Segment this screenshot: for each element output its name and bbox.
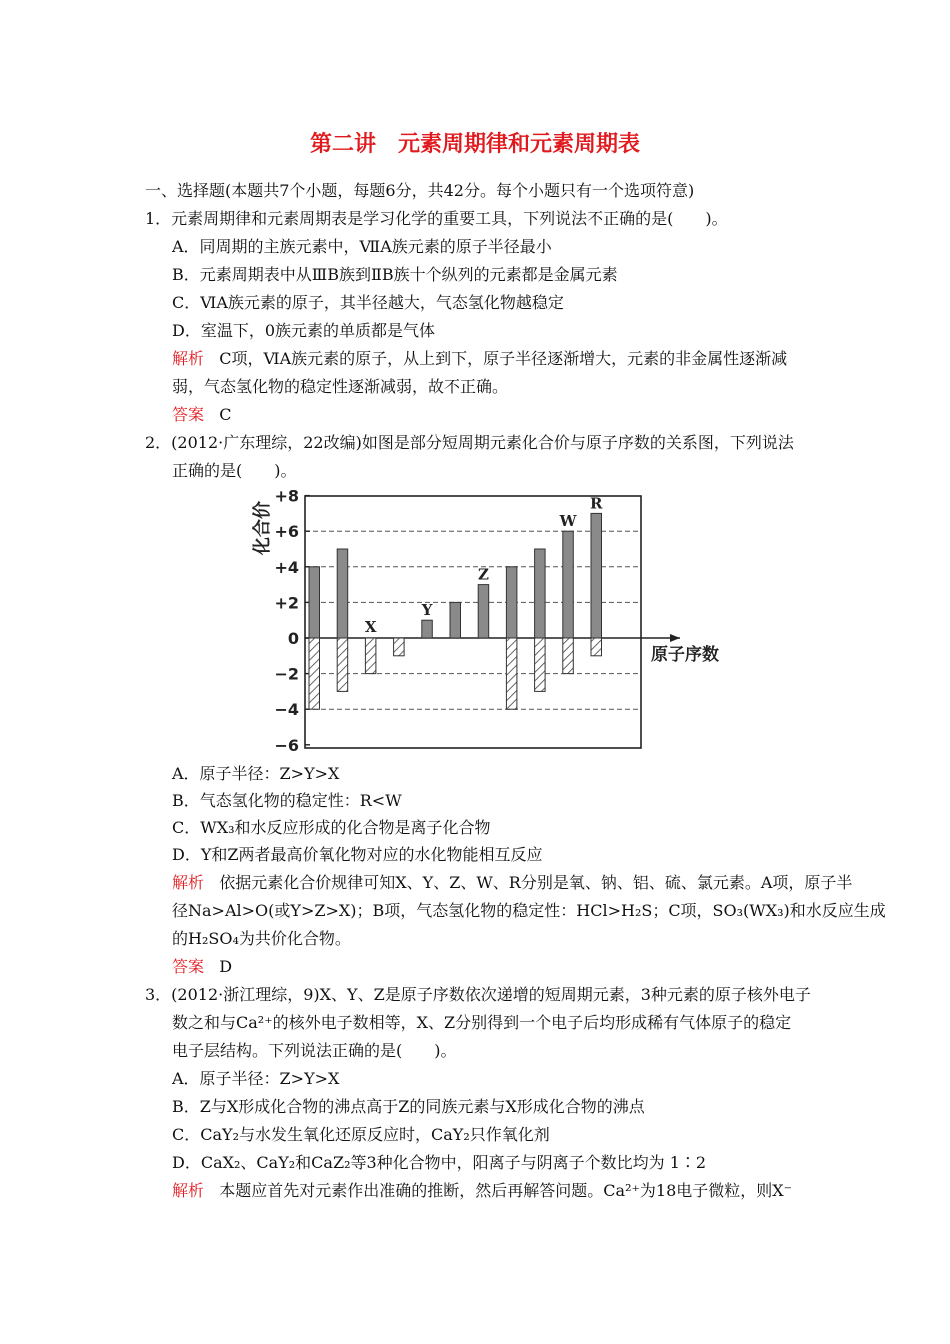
y-tick-label: −6	[274, 735, 299, 753]
y-tick-label: −2	[274, 664, 299, 684]
x-axis-label: 原子序数	[651, 645, 719, 665]
positive-bar	[450, 602, 461, 638]
q1-analysis-line2: 弱，气态氢化物的稳定性逐渐减弱，故不正确。	[172, 377, 509, 396]
q3-stem-line2: 数之和与Ca²⁺的核外电子数相等，X、Z分别得到一个电子后均形成稀有气体原子的稳定	[172, 1013, 792, 1032]
negative-bar	[535, 638, 546, 691]
q3-option-d: D．CaX₂、CaY₂和CaZ₂等3种化合物中，阳离子与阴离子个数比均为 1∶2	[172, 1153, 707, 1172]
y-tick-label: +2	[274, 593, 299, 613]
q2-analysis	[172, 872, 852, 894]
negative-bar	[591, 638, 602, 656]
analysis-label: 解析	[172, 1181, 205, 1200]
q3-option-a: A．原子半径：Z>Y>X	[172, 1069, 340, 1088]
negative-bar	[337, 638, 348, 691]
bar-label: Y	[421, 601, 433, 620]
answer-label: 答案	[172, 957, 205, 976]
negative-bar	[365, 638, 376, 674]
positive-bar	[591, 513, 602, 638]
q3-option-b: B．Z与X形成化合物的沸点高于Z的同族元素与X形成化合物的沸点	[172, 1097, 645, 1116]
q1-option-b: B．元素周期表中从ⅢB族到ⅡB族十个纵列的元素都是金属元素	[172, 265, 618, 284]
negative-bar	[394, 638, 405, 656]
q1-analysis-line1: C项，ⅥA族元素的原子，从上到下，原子半径逐渐增大，元素的非金属性逐渐减	[219, 349, 788, 368]
q3-analysis-line1: 本题应首先对元素作出准确的推断，然后再解答问题。Ca²⁺为18电子微粒，则X⁻	[219, 1181, 793, 1200]
q3-stem-line1: 3．(2012·浙江理综，9)X、Y、Z是原子序数依次递增的短周期元素，3种元素的原子核外电子	[145, 985, 811, 1004]
q2-analysis-line3: 的H₂SO₄为共价化合物。	[172, 929, 351, 948]
q2-option-d: D．Y和Z两者最高价氧化物对应的水化物能相互反应	[172, 845, 543, 864]
q2-answer-value: D	[219, 957, 233, 976]
q2-option-b: B．气态氢化物的稳定性：R<W	[172, 791, 402, 810]
q1-answer	[172, 404, 232, 426]
positive-bar	[478, 585, 489, 638]
positive-bar	[422, 620, 433, 638]
q2-option-c: C．WX₃和水反应形成的化合物是离子化合物	[172, 818, 491, 837]
q2-analysis-line2: 径Na>Al>O(或Y>Z>X)；B项，气态氢化物的稳定性：HCl>H₂S；C项，SO₃(WX₃)和水反应生成	[172, 901, 886, 920]
y-tick-label: +8	[274, 486, 299, 506]
negative-bar	[309, 638, 320, 709]
x-axis-arrow	[670, 634, 680, 642]
y-tick-label: +4	[274, 557, 299, 577]
negative-bar	[506, 638, 517, 709]
q2-stem-line2: 正确的是( )。	[172, 461, 297, 480]
q1-option-c: C．ⅥA族元素的原子，其半径越大，气态氢化物越稳定	[172, 293, 564, 312]
analysis-label: 解析	[172, 873, 205, 892]
y-tick-label: +6	[274, 522, 299, 542]
negative-bar	[563, 638, 574, 674]
bar-label: W	[559, 512, 577, 531]
y-tick-label: −4	[274, 700, 299, 720]
positive-bar	[309, 567, 320, 638]
positive-bar	[563, 531, 574, 638]
y-axis-label: 化合价	[252, 501, 273, 555]
bar-label: X	[364, 618, 377, 636]
q1-stem: 1．元素周期律和元素周期表是学习化学的重要工具，下列说法不正确的是( )。	[145, 209, 728, 228]
bar-label: Z	[477, 565, 489, 584]
q3-option-c: C．CaY₂与水发生氧化还原反应时，CaY₂只作氧化剂	[172, 1125, 550, 1144]
q3-analysis	[172, 1180, 792, 1202]
q1-option-a: A．同周期的主族元素中，ⅦA族元素的原子半径最小	[172, 237, 552, 256]
analysis-label: 解析	[172, 349, 205, 368]
q1-analysis	[172, 348, 787, 370]
q1-answer-value: C	[219, 405, 232, 424]
page-title: 第二讲 元素周期律和元素周期表	[309, 132, 640, 157]
answer-label: 答案	[172, 405, 205, 424]
valence-chart	[240, 483, 730, 753]
positive-bar	[337, 549, 348, 638]
q2-analysis-line1: 依据元素化合价规律可知X、Y、Z、W、R分别是氧、钠、铝、硫、氯元素。A项，原子半	[219, 873, 853, 892]
bar-label: R	[590, 494, 603, 513]
q2-stem-line1: 2．(2012·广东理综，22改编)如图是部分短周期元素化合价与原子序数的关系图，下列说法	[145, 433, 794, 452]
positive-bar	[506, 567, 517, 638]
q1-option-d: D．室温下，0族元素的单质都是气体	[172, 321, 436, 340]
positive-bar	[535, 549, 546, 638]
section-heading: 一、选择题(本题共7个小题，每题6分，共42分。每个小题只有一个选项符意)	[145, 181, 695, 200]
q2-answer	[172, 956, 232, 978]
y-tick-label: 0	[287, 629, 299, 648]
q2-option-a: A．原子半径：Z>Y>X	[172, 764, 340, 783]
q3-stem-line3: 电子层结构。下列说法正确的是( )。	[172, 1041, 457, 1060]
